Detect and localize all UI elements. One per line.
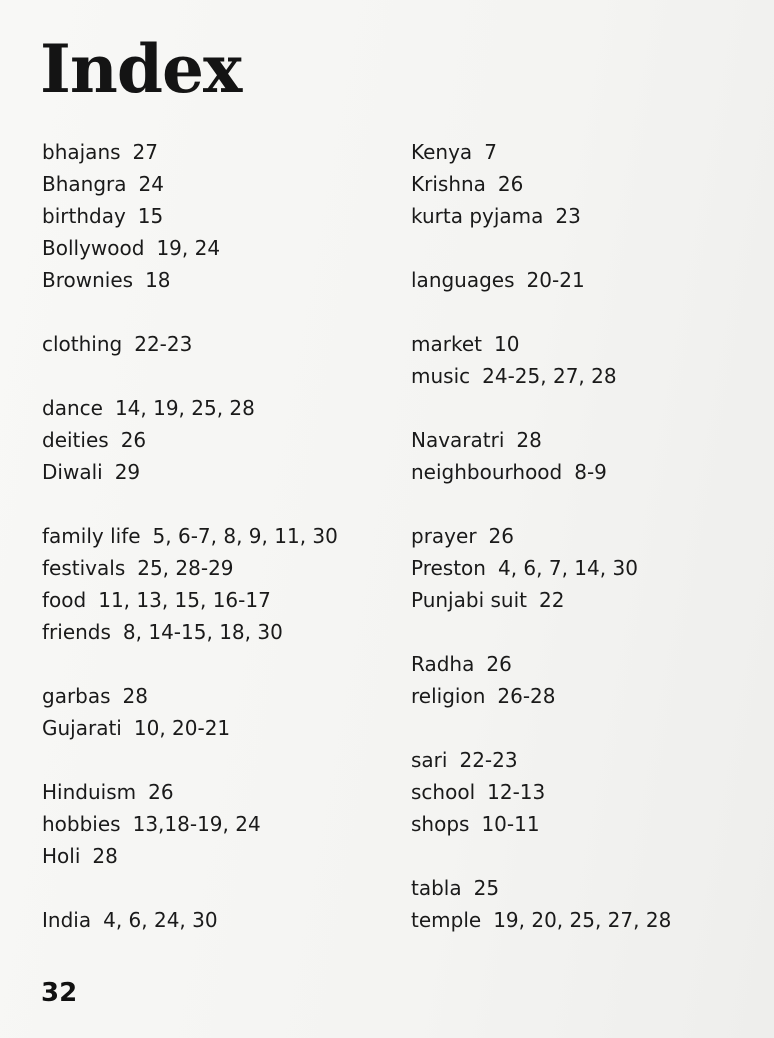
index-pages: 26 xyxy=(148,780,174,804)
index-pages: 4, 6, 7, 14, 30 xyxy=(497,556,638,580)
index-term: Holi xyxy=(42,844,81,868)
index-pages: 15 xyxy=(137,204,164,228)
index-term: Gujarati xyxy=(42,716,122,740)
index-entry xyxy=(411,200,671,232)
index-pages: 10, 20-21 xyxy=(133,716,231,740)
index-pages: 10 xyxy=(493,332,520,356)
index-pages: 13,18-19, 24 xyxy=(132,812,261,836)
index-pages: 10-11 xyxy=(481,812,540,836)
index-entry xyxy=(411,776,671,808)
index-pages: 26 xyxy=(120,428,147,452)
index-entry xyxy=(42,232,338,264)
index-entry xyxy=(411,552,671,584)
index-entry xyxy=(411,808,671,840)
index-pages: 8, 14-15, 18, 30 xyxy=(122,620,283,644)
index-entry xyxy=(42,680,338,712)
index-pages: 22-23 xyxy=(134,332,193,356)
index-entry xyxy=(42,584,338,616)
index-term: temple xyxy=(411,908,482,932)
index-entry xyxy=(411,872,671,904)
index-entry xyxy=(42,456,338,488)
index-term: Navaratri xyxy=(411,428,505,452)
index-entry xyxy=(42,392,338,424)
index-column-right xyxy=(411,136,671,936)
index-term: Diwali xyxy=(42,460,103,484)
index-entry xyxy=(411,328,671,360)
index-entry xyxy=(411,424,671,456)
index-pages: 4, 6, 24, 30 xyxy=(103,908,218,932)
index-entry xyxy=(411,648,671,680)
index-term: clothing xyxy=(42,332,123,356)
index-pages: 23 xyxy=(555,204,581,228)
index-entry xyxy=(42,616,338,648)
index-term: food xyxy=(42,588,87,612)
index-pages: 25 xyxy=(473,876,500,900)
index-pages: 8-9 xyxy=(574,460,607,484)
index-entry xyxy=(411,360,671,392)
index-entry xyxy=(42,840,338,872)
index-entry xyxy=(411,680,671,712)
index-entry xyxy=(411,168,671,200)
index-term: shops xyxy=(411,812,470,836)
index-pages: 12-13 xyxy=(487,780,546,804)
index-term: neighbourhood xyxy=(411,460,563,484)
index-term: languages xyxy=(411,268,515,292)
page-number: 32 xyxy=(41,978,78,1008)
index-pages: 26 xyxy=(497,172,524,196)
index-term: hobbies xyxy=(42,812,121,836)
index-pages: 5, 6-7, 8, 9, 11, 30 xyxy=(152,524,338,548)
index-term: dance xyxy=(42,396,103,420)
index-entry xyxy=(42,520,338,552)
index-entry xyxy=(411,584,671,616)
index-entry xyxy=(42,264,338,296)
index-term: Bollywood xyxy=(42,236,145,260)
index-entry xyxy=(42,904,338,936)
index-pages: 24 xyxy=(138,172,164,196)
index-term: birthday xyxy=(42,204,126,228)
index-term: market xyxy=(411,332,482,356)
index-column-left xyxy=(42,136,338,936)
index-pages: 26 xyxy=(488,524,514,548)
index-entry xyxy=(411,264,671,296)
index-entry xyxy=(411,904,671,936)
index-entry xyxy=(411,520,671,552)
index-term: Krishna xyxy=(411,172,486,196)
index-entry xyxy=(411,136,671,168)
index-term: festivals xyxy=(42,556,126,580)
index-pages: 22 xyxy=(538,588,565,612)
index-entry xyxy=(42,136,338,168)
index-term: Kenya xyxy=(411,140,473,164)
index-term: bhajans xyxy=(42,140,121,164)
index-pages: 11, 13, 15, 16-17 xyxy=(98,588,271,612)
index-pages: 28 xyxy=(122,684,148,708)
index-pages: 7 xyxy=(484,140,497,164)
index-pages: 29 xyxy=(114,460,141,484)
index-term: Punjabi suit xyxy=(411,588,527,612)
index-pages: 19, 24 xyxy=(156,236,221,260)
index-term: family life xyxy=(42,524,141,548)
page-title: Index xyxy=(40,30,242,108)
index-pages: 28 xyxy=(92,844,118,868)
index-pages: 22-23 xyxy=(459,748,518,772)
index-term: India xyxy=(42,908,92,932)
index-term: Bhangra xyxy=(42,172,127,196)
index-term: tabla xyxy=(411,876,462,900)
index-term: friends xyxy=(42,620,111,644)
index-entry xyxy=(411,456,671,488)
index-term: Preston xyxy=(411,556,486,580)
index-term: Radha xyxy=(411,652,475,676)
index-term: music xyxy=(411,364,471,388)
index-pages: 19, 20, 25, 27, 28 xyxy=(493,908,672,932)
index-term: Brownies xyxy=(42,268,134,292)
index-entry xyxy=(42,808,338,840)
index-term: prayer xyxy=(411,524,477,548)
index-pages: 18 xyxy=(145,268,171,292)
index-pages: 26 xyxy=(486,652,512,676)
index-term: kurta pyjama xyxy=(411,204,544,228)
index-pages: 20-21 xyxy=(526,268,585,292)
index-pages: 28 xyxy=(516,428,542,452)
index-entry xyxy=(42,328,338,360)
index-entry xyxy=(411,744,671,776)
index-term: Hinduism xyxy=(42,780,137,804)
index-entry xyxy=(42,200,338,232)
index-pages: 26-28 xyxy=(497,684,556,708)
index-entry xyxy=(42,552,338,584)
index-entry xyxy=(42,776,338,808)
index-term: garbas xyxy=(42,684,111,708)
index-pages: 24-25, 27, 28 xyxy=(482,364,617,388)
index-pages: 25, 28-29 xyxy=(137,556,234,580)
index-entry xyxy=(42,712,338,744)
index-pages: 27 xyxy=(132,140,158,164)
index-term: deities xyxy=(42,428,109,452)
index-term: school xyxy=(411,780,476,804)
index-term: sari xyxy=(411,748,448,772)
index-pages: 14, 19, 25, 28 xyxy=(114,396,255,420)
index-term: religion xyxy=(411,684,486,708)
index-entry xyxy=(42,424,338,456)
index-entry xyxy=(42,168,338,200)
